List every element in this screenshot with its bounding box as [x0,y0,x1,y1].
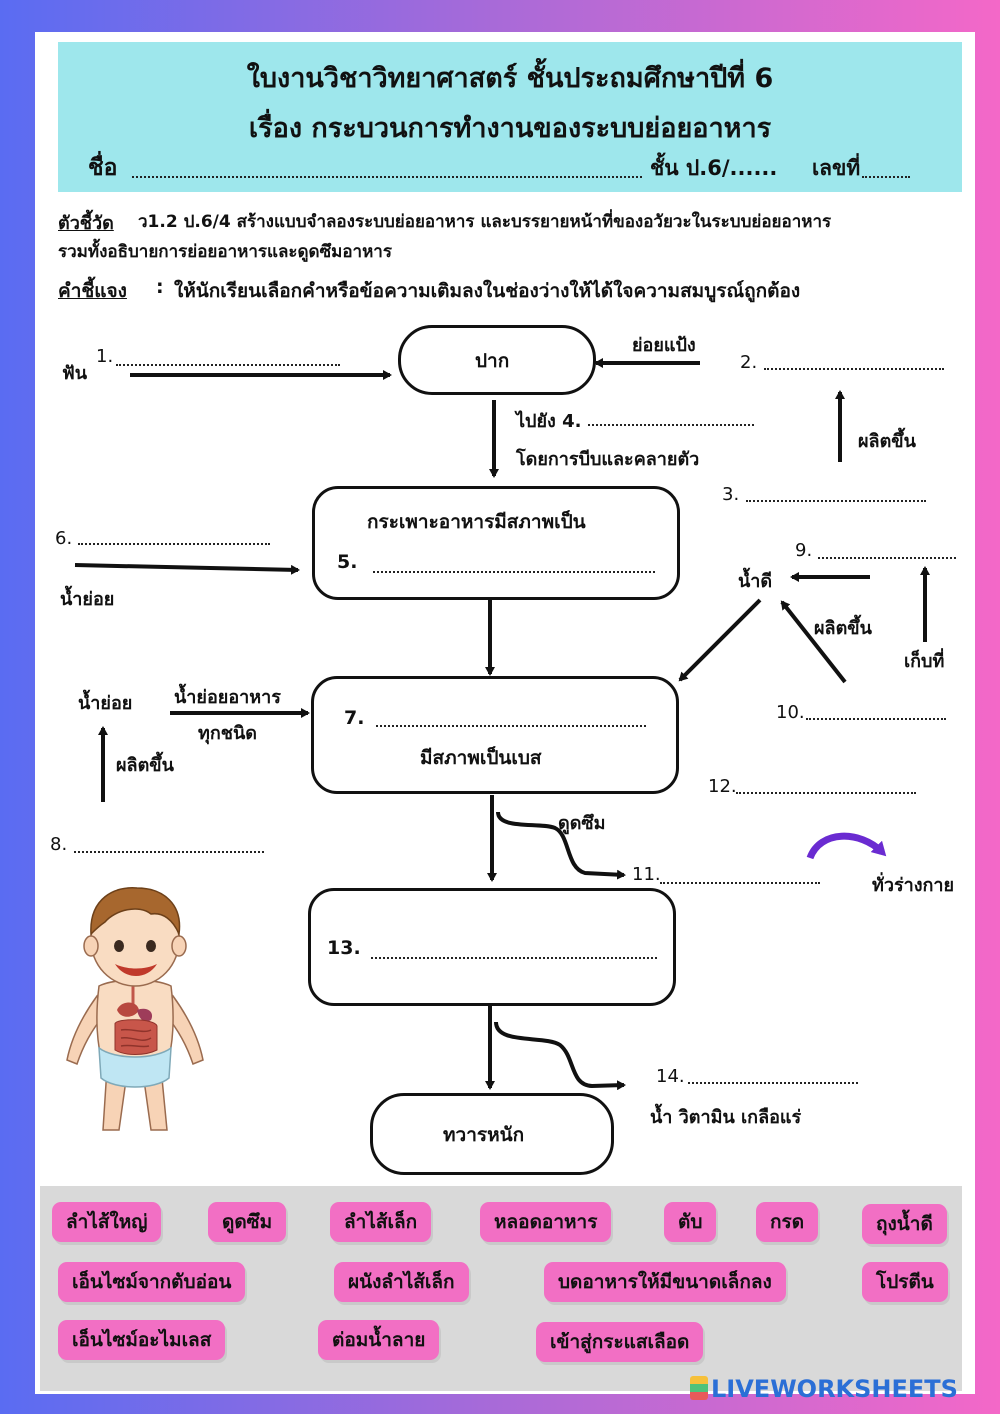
all-enzymes-label-2: ทุกชนิด [198,723,257,744]
blank-11-input[interactable] [660,882,820,884]
blank-8-input[interactable] [74,851,264,853]
blank-6-input[interactable] [78,543,270,545]
word-chip-7[interactable]: เอ็นไซม์จากตับอ่อน [58,1262,245,1302]
indicator-label: ตัวชี้วัด [58,213,114,234]
blank-8-number: 8. [50,834,68,855]
word-chip-8[interactable]: ผนังลำไส้เล็ก [334,1262,469,1302]
blank-4-number: ไปยัง 4. [516,411,582,432]
stomach-title: กระเพาะอาหารมีสภาพเป็น [367,511,586,533]
worksheet-title: ใบงานวิชาวิทยาศาสตร์ ชั้นประถมศึกษาปีที่ 6 [246,63,774,94]
instruction-text: ให้นักเรียนเลือกคำหรือข้อความเติมลงในช่องว่างให้ได้ใจความสมบูรณ์ถูกต้อง [174,280,801,302]
peristalsis-label: โดยการบีบและคลายตัว [516,449,700,470]
anus-label: ทวารหนัก [443,1124,525,1146]
produce-label-1: ผลิตขึ้น [858,431,916,452]
blank-2-input[interactable] [764,368,944,370]
blank-3-input[interactable] [746,500,926,502]
anus-box [370,1093,614,1175]
blank-13-number: 13. [327,937,361,959]
blank-10-number: 10. [776,702,805,723]
blank-1-input[interactable] [116,364,340,366]
word-chip-1[interactable]: ดูดซึม [208,1202,286,1242]
blank-1-number: 1. [96,346,114,367]
word-chip-6[interactable]: ถุงน้ำดี [862,1204,947,1244]
word-chip-13[interactable]: เข้าสู่กระแสเลือด [536,1322,703,1362]
large-intestine-box [308,888,676,1006]
liveworksheets-icon [690,1376,708,1400]
word-chip-5[interactable]: กรด [756,1202,818,1242]
number-label: เลขที่ [812,156,861,180]
indicator-text-2: รวมทั้งอธิบายการย่อยอาหารและดูดซึมอาหาร [58,242,392,262]
word-chip-10[interactable]: โปรตีน [862,1262,948,1302]
word-chip-0[interactable]: ลำไส้ใหญ่ [52,1202,161,1242]
whole-body-label: ทั่วร่างกาย [872,875,955,896]
instruction-label: คำชี้แจง [58,280,127,302]
mouth-label: ปาก [475,350,510,372]
blank-4-input[interactable] [588,424,754,426]
indicator-text-1: ว1.2 ป.6/4 สร้างแบบจำลองระบบย่อยอาหาร และบรรยายหน้าที่ของอวัยวะในระบบย่อยอาหาร [138,212,832,232]
blank-2-number: 2. [740,352,758,373]
bile-label: น้ำดี [738,571,773,592]
blank-9-number: 9. [795,540,813,561]
blank-5-input[interactable] [373,571,655,573]
all-enzymes-label-1: น้ำย่อยอาหาร [174,687,281,708]
instruction-colon: : [156,276,164,298]
liveworksheets-logo [690,1375,958,1403]
small-intestine-box [311,676,679,794]
word-chip-11[interactable]: เอ็นไซม์อะไมเลส [58,1320,225,1360]
word-chip-9[interactable]: บดอาหารให้มีขนาดเล็กลง [544,1262,786,1302]
blank-14-number: 14. [656,1066,685,1087]
logo-text: LIVEWORKSHEETS [711,1375,958,1403]
header-banner [58,42,962,192]
boy-digestive-illustration [55,868,215,1138]
number-input[interactable] [862,176,910,178]
stomach-box [312,486,680,600]
blank-12-number: 12. [708,776,737,797]
blank-10-input[interactable] [806,718,946,720]
blank-3-number: 3. [722,484,740,505]
blank-5-number: 5. [337,551,358,573]
blank-7-number: 7. [344,707,365,729]
teeth-label: ฟัน [62,363,88,384]
stored-at-label: เก็บที่ [904,651,945,672]
word-chip-12[interactable]: ต่อมน้ำลาย [318,1320,439,1360]
worksheet-subtitle: เรื่อง กระบวนการทำงานของระบบย่อยอาหาร [248,113,772,144]
blank-11-number: 11. [632,864,661,885]
class-label: ชั้น ป.6/...... [650,156,778,180]
mouth-box [398,325,596,395]
blank-13-input[interactable] [371,957,657,959]
absorb-label: ดูดซึม [558,813,606,834]
blank-9-input[interactable] [818,557,956,559]
digest-starch-label: ย่อยแป้ง [632,335,696,356]
enzyme-label-1: น้ำย่อย [60,589,115,610]
word-chip-3[interactable]: หลอดอาหาร [480,1202,611,1242]
blank-12-input[interactable] [736,792,916,794]
small-intestine-sub: มีสภาพเป็นเบส [420,747,542,769]
blank-6-number: 6. [55,528,73,549]
water-vitamin-label: น้ำ วิตามิน เกลือแร่ [650,1107,802,1128]
enzyme-label-2: น้ำย่อย [78,693,133,714]
blank-7-input[interactable] [376,725,646,727]
word-chip-2[interactable]: ลำไส้เล็ก [330,1202,431,1242]
blank-14-input[interactable] [688,1082,858,1084]
word-chip-4[interactable]: ตับ [664,1202,716,1242]
produce-label-2: ผลิตขึ้น [814,618,872,639]
produce-label-3: ผลิตขึ้น [116,755,174,776]
name-label: ชื่อ [88,155,118,181]
name-input[interactable] [132,176,642,178]
